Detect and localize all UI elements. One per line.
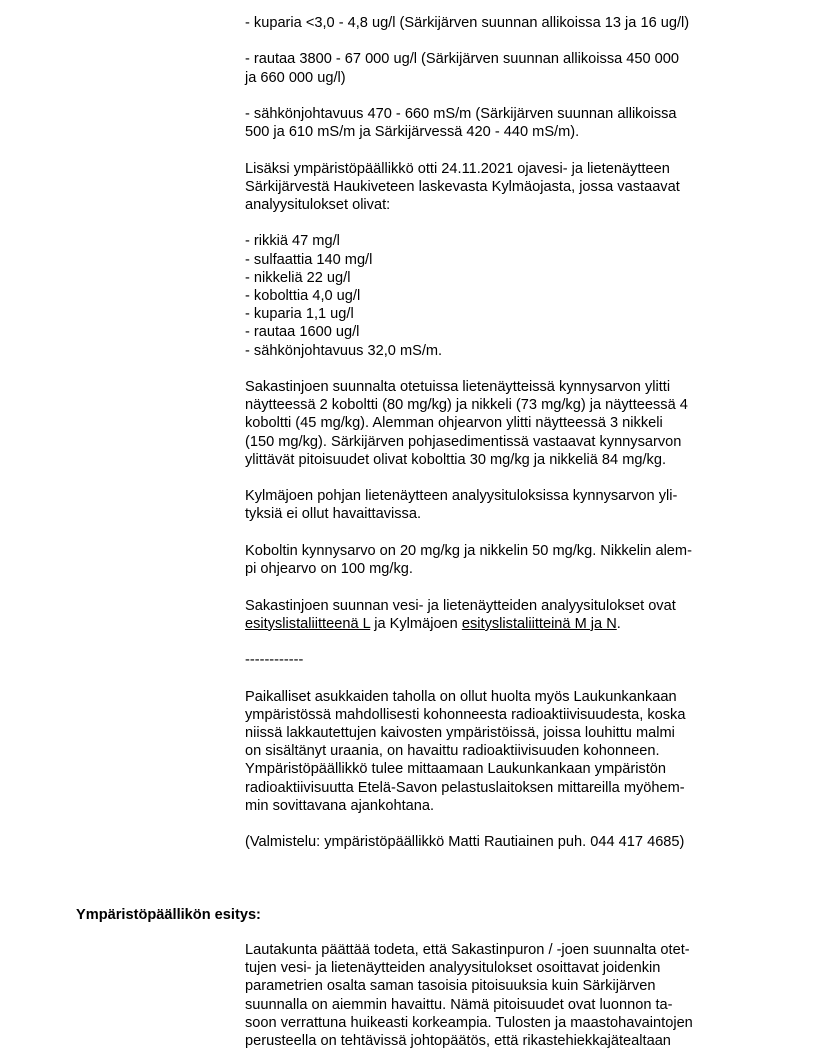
- text-line: perusteella on tehtävissä johtopäätös, että rikastehiekkajätealtaan: [245, 1033, 671, 1050]
- text-line: - sähkönjohtavuus 470 - 660 mS/m (Särkijärven suunnan allikoissa: [245, 106, 677, 123]
- text-line: - rautaa 3800 - 67 000 ug/l (Särkijärven suunnan allikoissa 450 000: [245, 51, 680, 68]
- text-line: - kobolttia 4,0 ug/l: [245, 288, 361, 305]
- text-line: ja 660 000 ug/l): [245, 69, 346, 86]
- text-line: [245, 214, 745, 232]
- text-line: ylittävät pitoisuudet olivat kobolttia 30 mg/kg ja nikkeliä 84 mg/kg.: [245, 451, 667, 468]
- report-paragraphs-after: [245, 633, 745, 851]
- text-line: suunnalla on aiemmin havaittu. Nämä pitoisuudet ovat luonnon ta-: [245, 996, 673, 1013]
- text-line: pi ohjearvo on 100 mg/kg.: [245, 561, 413, 578]
- text-line: [245, 633, 745, 651]
- text-line: - rikkiä 47 mg/l: [245, 233, 340, 250]
- text-line: [245, 32, 745, 50]
- text-line: Koboltin kynnysarvo on 20 mg/kg ja nikkelin 50 mg/kg. Nikkelin alem-: [245, 542, 692, 559]
- text-line: [245, 87, 745, 105]
- attachment-link-m-n[interactable]: esityslistaliitteinä M ja N: [461, 615, 617, 632]
- text-line: parametrien osalta saman tasoisia pitoisuuksia kuin Särkijärven: [245, 978, 656, 995]
- text-line: - rautaa 1600 ug/l: [245, 324, 360, 341]
- text-line: 500 ja 610 mS/m ja Särkijärvessä 420 - 440 mS/m).: [245, 124, 580, 141]
- text-line: näytteessä 2 koboltti (80 mg/kg) ja nikkeli (73 mg/kg) ja näytteessä 4: [245, 397, 688, 414]
- report-paragraphs: [245, 14, 745, 597]
- proposal-paragraph: [245, 941, 745, 1050]
- attachments-line-continued: [245, 615, 745, 633]
- text-line: Ympäristöpäällikkö tulee mittaamaan Laukunkankaan ympäristön: [245, 761, 667, 778]
- text-line: [245, 815, 745, 833]
- text-line: [245, 669, 745, 687]
- text-line: - kuparia <3,0 - 4,8 ug/l (Särkijärven suunnan allikoissa 13 ja 16 ug/l): [245, 15, 690, 31]
- text-line: - sähkönjohtavuus 32,0 mS/m.: [245, 342, 443, 359]
- text-line: Lautakunta päättää todeta, että Sakastinpuron / -joen suunnalta otet-: [245, 942, 690, 958]
- text-line: [245, 141, 745, 159]
- text-line: (Valmistelu: ympäristöpäällikkö Matti Rautiainen puh. 044 417 4685): [245, 834, 685, 851]
- text-line: - kuparia 1,1 ug/l: [245, 306, 354, 323]
- text-line: Paikalliset asukkaiden taholla on ollut huolta myös Laukunkankaan: [245, 688, 677, 705]
- text-line: (150 mg/kg). Särkijärven pohjasedimentissä vastaavat kynnysarvon: [245, 433, 682, 450]
- text-line: [245, 469, 745, 487]
- text-line: radioaktiivisuutta Etelä-Savon pelastuslaitoksen mittareilla myöhem-: [245, 779, 685, 796]
- text-line: ------------: [245, 652, 304, 669]
- text-line: tujen vesi- ja lietenäytteiden analyysitulokset osoittavat joidenkin: [245, 960, 661, 977]
- attachments-text-before: Sakastinjoen suunnan vesi- ja lietenäytteiden analyysitulokset ovat: [245, 597, 676, 614]
- text-line: ympäristössä mahdollisesti kohonneesta radioaktiivisuudesta, koska: [245, 706, 686, 723]
- attachments-text-middle: ja Kylmäjoen: [370, 615, 462, 632]
- text-line: koboltti (45 mg/kg). Alemman ohjearvon ylitti näytteessä 3 nikkeli: [245, 415, 663, 432]
- text-line: - sulfaattia 140 mg/l: [245, 251, 373, 268]
- text-line: Lisäksi ympäristöpäällikkö otti 24.11.2021 ojavesi- ja lietenäytteen: [245, 160, 670, 177]
- report-body: [245, 14, 745, 851]
- text-line: Kylmäjoen pohjan lietenäytteen analyysituloksissa kynnysarvon yli-: [245, 488, 678, 505]
- text-line: niissä lakkautettujen kaivosten ympäristöissä, joissa louhittu malmi: [245, 724, 675, 741]
- text-line: Sakastinjoen suunnalta otetuissa lietenäytteissä kynnysarvon ylitti: [245, 379, 671, 396]
- text-line: tyksiä ei ollut havaittavissa.: [245, 506, 422, 523]
- text-line: analyysitulokset olivat:: [245, 197, 391, 214]
- text-line: min sovittavana ajankohtana.: [245, 797, 435, 814]
- text-line: soon verrattuna huikeasti korkeampia. Tulosten ja maastohavaintojen: [245, 1014, 693, 1031]
- attachments-text-after: .: [616, 615, 621, 632]
- proposal-body: [245, 941, 745, 1050]
- attachment-link-l[interactable]: esityslistaliitteenä L: [245, 615, 371, 632]
- text-line: [245, 524, 745, 542]
- text-line: - nikkeliä 22 ug/l: [245, 269, 351, 286]
- text-line: Särkijärvestä Haukiveteen laskevasta Kylmäojasta, jossa vastaavat: [245, 178, 680, 195]
- proposal-heading: Ympäristöpäällikön esitys:: [76, 907, 261, 923]
- text-line: [245, 360, 745, 378]
- text-line: [245, 578, 745, 596]
- text-line: on sisältänyt uraania, on havaittu radioaktiivisuuden kohonneen.: [245, 743, 660, 760]
- attachments-line: [245, 597, 745, 615]
